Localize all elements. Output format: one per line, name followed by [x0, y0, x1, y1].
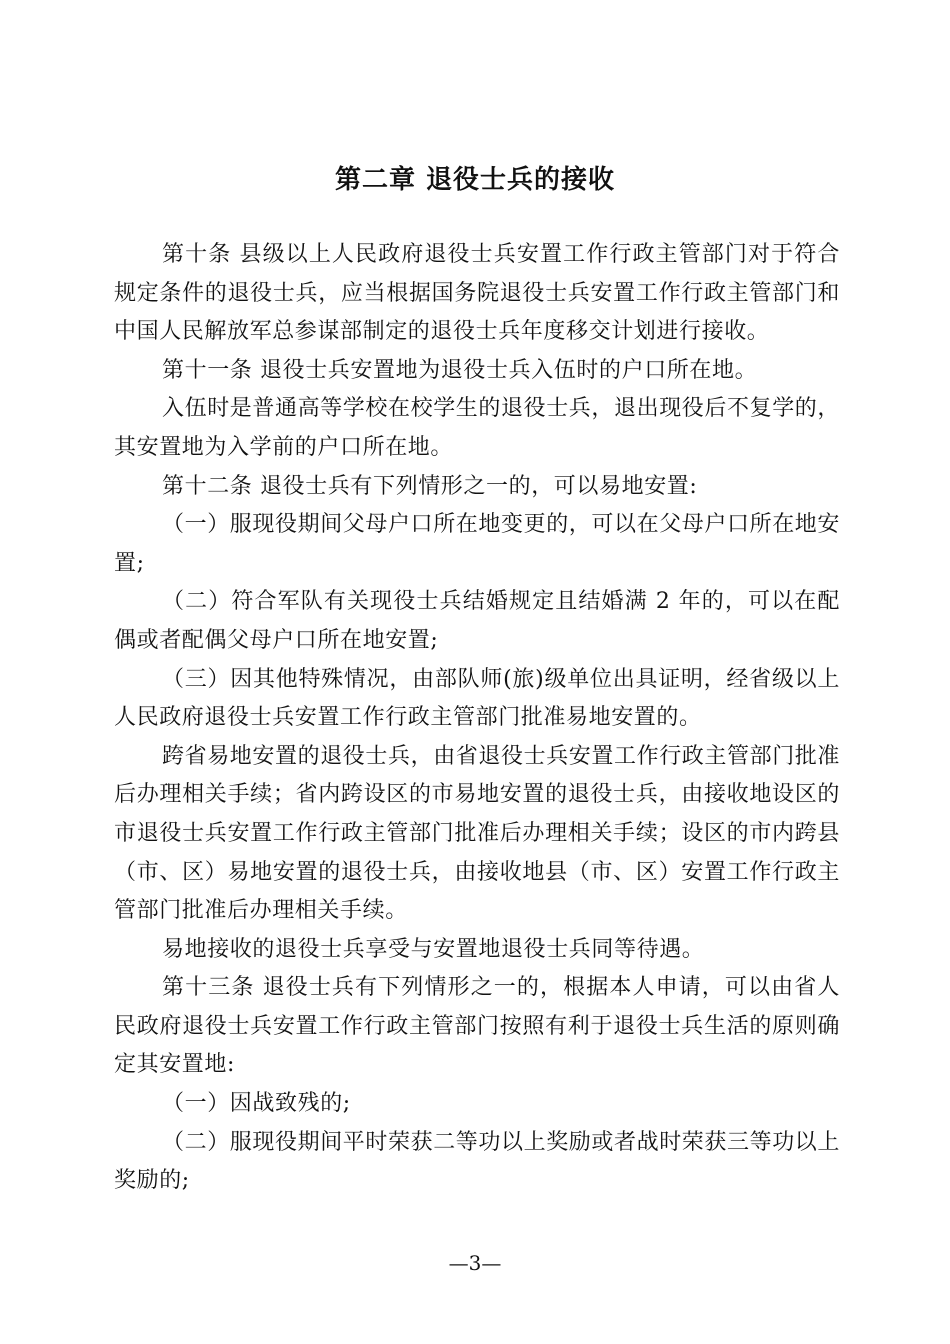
paragraph-article-13: 第十三条 退役士兵有下列情形之一的，根据本人申请，可以由省人民政府退役士兵安置工作行政主管部门按照有利于退役士兵生活的原则确定其安置地:: [114, 975, 840, 1078]
paragraph-article-13-item-1: （一）因战致残的;: [162, 1091, 351, 1117]
paragraph-equal-treatment: 易地接收的退役士兵享受与安置地退役士兵同等待遇。: [162, 936, 705, 962]
paragraph-student-placement: 入伍时是普通高等学校在校学生的退役士兵，退出现役后不复学的，其安置地为入学前的户口所在地。: [114, 396, 841, 460]
paragraph-article-11: 第十一条 退役士兵安置地为退役士兵入伍时的户口所在地。: [162, 357, 758, 383]
chapter-title: 第二章 退役士兵的接收: [334, 165, 616, 195]
paragraph-article-12-item-3: （三）因其他特殊情况，由部队师(旅)级单位出具证明，经省级以上人民政府退役士兵安置工作行政主管部门批准易地安置的。: [114, 666, 840, 731]
paragraph-article-12: 第十二条 退役士兵有下列情形之一的，可以易地安置:: [162, 473, 698, 499]
paragraph-article-13-item-2: （二）服现役期间平时荣获二等功以上奖励或者战时荣获三等功以上奖励的;: [114, 1129, 841, 1194]
document-body: [114, 236, 840, 1201]
paragraph-article-12-item-1: （一）服现役期间父母户口所在地变更的，可以在父母户口所在地安置;: [114, 512, 841, 576]
page-number: —3—: [448, 1251, 502, 1275]
paragraph-article-12-item-2: （二）符合军队有关现役士兵结婚规定且结婚满 2 年的，可以在配偶或者配偶父母户口所在地安置;: [114, 589, 840, 653]
paragraph-cross-region-procedure: 跨省易地安置的退役士兵，由省退役士兵安置工作行政主管部门批准后办理相关手续；省内跨设区的市易地安置的退役士兵，由接收地设区的市退役士兵安置工作行政主管部门批准后办理相关手续；设区的市内跨县（市、区）易地安置的退役士兵，由接收地县（市、区）安置工作行政主管部门批准后办理相关手续。: [114, 743, 841, 924]
paragraph-article-10: 第十条 县级以上人民政府退役士兵安置工作行政主管部门对于符合规定条件的退役士兵，应当根据国务院退役士兵安置工作行政主管部门和中国人民解放军总参谋部制定的退役士兵年度移交计划进行接收。: [114, 242, 840, 345]
